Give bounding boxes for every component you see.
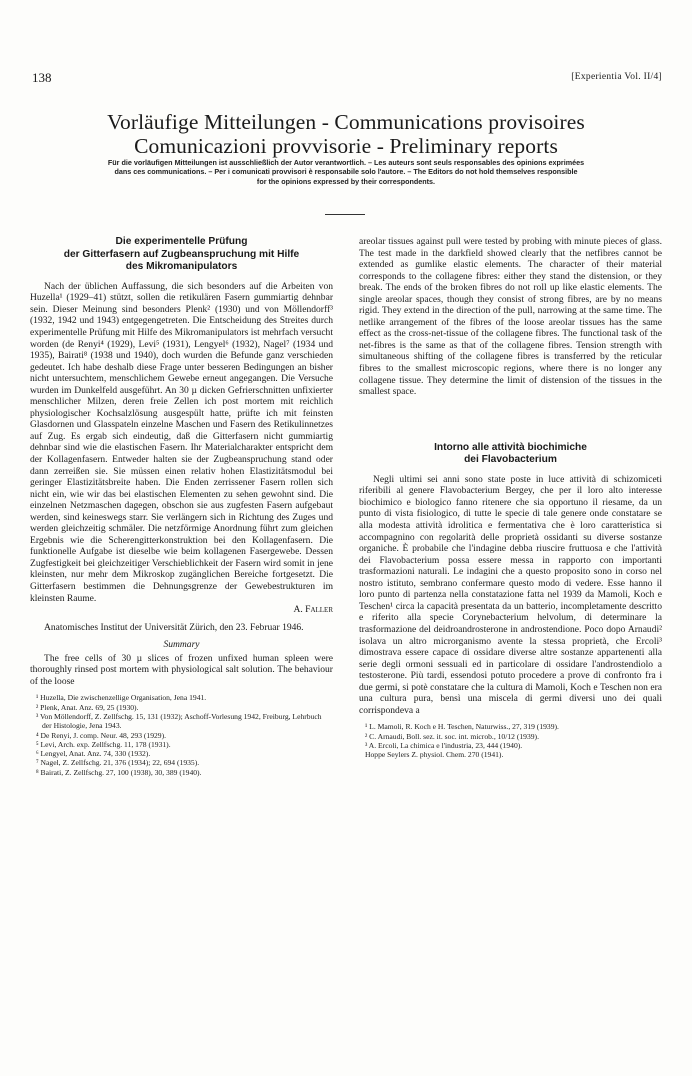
- article2-footnotes: [359, 722, 662, 759]
- article1-body: Nach der üblichen Auffassung, die sich besonders auf die Arbeiten von Huzella¹ (1929–41) stützt, sollen die retikulären Fasern gummiartig dehnbar sein. Dieser Meinung sind besonders Plenk² (1930) und von Möllendorff³ (1932, 1942 und 1943) entgegengetreten. Die Entscheidung des Streites durch experimentelle Prüfung mit Hilfe des Mikromanipulators ist mehrfach versucht worden (de Renyi⁴ (1929), Levi⁵ (1931), Lengyel⁶ (1932), Nagel⁷ (1934 und 1935), Bairati⁸ (1938 und 1940), doch wurden die Befunde ganz verschieden gedeutet. Ich habe deshalb diese Frage unter besseren Bedingungen an bisher nicht untersuchtem, menschlichem Gewebe erneut angegangen. Die Versuche wurden im Dunkelfeld ausgeführt. An 30 µ dicken Gefrierschnitten unfixierter menschlicher Milzen, deren freie Zellen ich post mortem mit reichlich physiologischer Kochsalzlösung ausgespült hatte, prüfte ich mit feinsten Glasdornen und Glasspateln einzelne Maschen und Fasern des Retikulinnetzes auf Zug. Es ergab sich eindeutig, daß die Gitterfasern nicht gummiartig dehnbar sind wie die elastischen Fasern. Ihr Materialcharakter entspricht dem der Kollagenfasern. Entweder halten sie der Zugbeanspruchung stand oder dann zerreißen sie. Sie müssen einen relativ hohen Elastizitätsmodul bei geringer Elastizitätsbreite haben. Die Enden zerrissener Fasern rollen sich nicht ein, wie wir das bei elastischen Elementen zu sehen gewohnt sind. Die einzelnen Netzmaschen dagegen, obschon sie aus zugfesten Fasern aufgebaut werden, sind keineswegs starr. Sie verlängern sich in Richtung des Zuges und werden gleichzeitig schmäler. Die netzförmige Anordnung führt zum gleichen Ergebnis wie die Scherengitterkonstruktion bei den Kollagenfasern. Die funktionelle Aufgabe ist dieselbe wie beim kollagenen Fasergewebe. Dessen Zugfestigkeit bei gleichzeitiger Verschieblichkeit der Fasern wird somit in jene kleinsten, nur mehr dem Mikroskop zugänglichen Bereiche fortgesetzt. Die Gitterfasern bestimmen die Dehnungsgrenze der Gewebestrukturen im kleinsten Raume.: [30, 280, 333, 604]
- article1-author: A. Faller: [293, 604, 333, 616]
- article1-title-line-1: Die experimentelle Prüfung: [115, 236, 248, 247]
- disclaimer-line-3: for the opinions expressed by their correspondents.: [256, 176, 436, 186]
- article1-title-line-3: des Mikromanipulators: [125, 261, 238, 273]
- footnote: ² Plenk, Anat. Anz. 69, 25 (1930).: [36, 702, 139, 712]
- summary-text-right: areolar tissues against pull were tested by probing with minute pieces of glass. The test made in the darkfield showed clearly that the netfibres cannot be extended as gumlike elastic elements. The character of their material corresponds to the collagene fibres: either they stand the distension, or they break. The ends of the broken fibres do not roll up like elastic elements. The single areolar spaces, though they consist of strong fibres, are by no means rigid. They extend in the direction of the pull, narrowing at the same time. The netlike arrangement of the fibres of the loose areolar tissues has the same effect as the cross-net-tissue of the collagene fibres. The functional task of the net-fibres is the same as that of the collagene fibres. Tension strength with simultaneous shifting of the collagene fibres is transferred by the reticular fibres to the smallest microscopic regions, where there is no longer any collagene tissue. They determine the limit of distension of the tissues in the smallest space.: [359, 236, 662, 398]
- right-column: [359, 236, 662, 760]
- summary-heading: Summary: [163, 639, 200, 651]
- footnote: ⁴ De Renyi, J. comp. Neur. 48, 293 (1929).: [36, 730, 167, 740]
- left-column: [30, 236, 333, 777]
- article2-title-line-1: Intorno alle attività biochimiche: [434, 441, 587, 453]
- disclaimer-line-2: dans ces communications. – Per i comunicati provvisori è responsabile solo l'autore. – The Editors do not hold themselves responsible: [114, 167, 578, 177]
- footnote: ³ A. Ercoli, La chimica e l'industria, 23, 444 (1940).: [365, 740, 523, 750]
- column-gap: [359, 398, 662, 442]
- editorial-disclaimer: [44, 158, 648, 186]
- article2-title: [359, 442, 662, 467]
- disclaimer-line-1: Für die vorläufigen Mitteilungen ist ausschließlich der Autor verantwortlich. – Les auteurs sont seuls responsables des opinions exprimées: [107, 158, 585, 167]
- footnote: ⁵ Levi, Arch. exp. Zellfschg. 11, 178 (1931).: [36, 739, 171, 749]
- summary-text-left: The free cells of 30 µ slices of frozen unfixed human spleen were thoroughly rinsed post mortem with physiological salt solution. The behaviour of the loose: [30, 652, 333, 687]
- article1-footnotes: [30, 693, 333, 777]
- footnote: ³ Von Möllendorff, Z. Zellfschg. 15, 131 (1932); Aschoff-Vorlesung 1942, Freiburg, Lehrbuch der Histologie, Jena 1943.: [36, 711, 322, 731]
- section-title-line-1: Vorläufige Mitteilungen - Communications provisoires: [107, 110, 585, 134]
- footnote: ¹ L. Mamoli, R. Koch e H. Teschen, Naturwiss., 27, 319 (1939).: [365, 722, 559, 732]
- article2-body: Negli ultimi sei anni sono state poste in luce attività di schizomiceti riferibili al genere Flavobacterium Bergey, che per il loro alto interesse biochimico e biologico fanno ritenere che sia opportuno il riesame, da un punto di vista fisiologico, di tutte le specie di tale genere onde constatare se alla modesta attività idrolitica e fermentativa che è loro caratteristica si accompagnino con regolarità delle proprietà ossidanti su diverse sostanze organiche. È probabile che l'indagine debba riuscire fruttuosa e che l'attività dei Flavobacterium possa essere messa in rapporto con importanti trasformazioni naturali. Le indagini che a questo proposito sono in corso nel nostro istituto, sembrano confermare questo modo di vedere. Esse hanno il loro punto di partenza nella constatazione fatta nel 1939 da Mamoli, Koch e Teschen¹ circa la capacità presentata da un batterio, incompletamente descritto e riferito alla specie Corynebacterium helvolum, di determinare la trasformazione del deidroandrosterone in androstendione. Poco dopo Arnaudi² isolava un altro microrganismo avente la stessa proprietà, che Ercoli³ dimostrava essere capace di ossidare diverse altre sostanze appartenenti alla serie degli ormoni sessuali ed in particolare di ossidare l'androstendiolo a testosterone. Più tardi, essendosi potuto procedere a prove di confronto fra i due germi, si potè constatare che la cultura di Mamoli, Koch e Teschen non era una cultura pura, bensì una miscela di germi diversi uno dei quali corrispondeva a: [359, 473, 662, 716]
- section-title: [30, 110, 662, 158]
- footnote: ⁷ Nagel, Z. Zellfschg. 21, 376 (1934); 22, 694 (1935).: [36, 758, 200, 768]
- section-title-line-2: Comunicazioni provvisorie - Preliminary reports: [134, 134, 558, 158]
- page-number: 138: [32, 70, 52, 85]
- article1-institute: Anatomisches Institut der Universität Zürich, den 23. Februar 1946.: [44, 621, 304, 633]
- footnote: ² C. Arnaudi, Boll. sez. it. soc. int. microb., 10/12 (1939).: [365, 731, 539, 741]
- journal-header: [Experientia Vol. II/4]: [571, 72, 662, 82]
- title-divider: [325, 214, 365, 215]
- footnote: Hoppe Seylers Z. physiol. Chem. 270 (1941).: [365, 750, 504, 760]
- article1-title-line-2: der Gitterfasern auf Zugbeanspruchung mit Hilfe: [63, 248, 300, 260]
- article1-title: [30, 236, 333, 274]
- footnote: ⁸ Bairati, Z. Zellfschg. 27, 100 (1938), 30, 389 (1940).: [36, 767, 202, 777]
- footnote: ⁶ Lengyel, Anat. Anz. 74, 330 (1932).: [36, 749, 151, 759]
- footnote: ¹ Huzella, Die zwischenzellige Organisation, Jena 1941.: [36, 693, 207, 703]
- article2-title-line-2: dei Flavobacterium: [464, 454, 557, 466]
